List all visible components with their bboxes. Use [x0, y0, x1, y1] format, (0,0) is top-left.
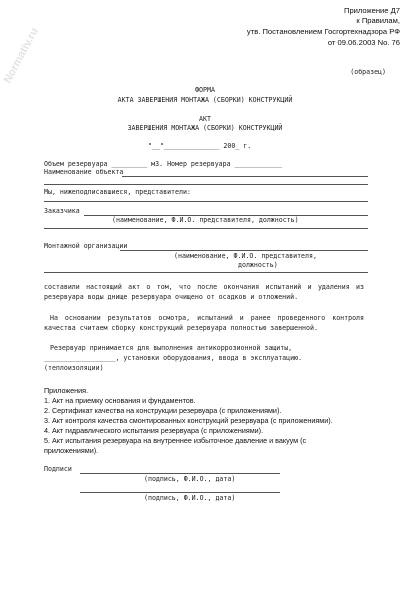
header-date: от 09.06.2003 No. 76 [327, 38, 400, 47]
appendix-title: Приложения. [44, 386, 89, 395]
installer-hint-1: (наименование, Ф.И.О. представителя, [174, 252, 317, 260]
body-paragraph-3c: (теплоизоляции) [44, 364, 104, 372]
object-name-line-2 [44, 184, 368, 185]
body-paragraph-1: составили настоящий акт о том, что после окончания испытаний и удаления из резервуара воды днище резервуара очищено от осадков и отложений. [44, 283, 364, 301]
signature-hint-1: (подпись, Ф.И.О., дата) [144, 475, 236, 483]
appendix-item-2: 2. Сертификат качества на конструкции резервуара (с приложениями). [44, 406, 282, 415]
appendix-item-5: 5. Акт испытания резервуара на внутреннее избыточное давление и вакуум (с [44, 436, 307, 445]
installer-label: Монтажной организации [44, 242, 128, 250]
appendix-item-4: 4. Акт гидравлического испытания резервуара (с приложениями). [44, 426, 264, 435]
svg-text:Normativ.ru: Normativ.ru [1, 25, 41, 86]
installer-line-2 [44, 272, 368, 273]
object-name-label: Наименование объекта [44, 168, 124, 176]
appendix-item-1: 1. Акт на приемку основания и фундаментов. [44, 396, 196, 405]
customer-label: Заказчика [44, 207, 80, 215]
signature-line-1 [80, 473, 280, 474]
representatives-line [44, 201, 368, 202]
representatives-label: Мы, нижеподписавшиеся, представители: [44, 188, 191, 196]
installer-hint-2: должность) [238, 261, 278, 269]
customer-hint: (наименование, Ф.И.О. представителя, должность) [112, 216, 299, 224]
object-name-line [122, 176, 368, 177]
appendix-item-3: 3. Акт контроля качества смонтированных конструкций резервуара (с приложениями). [44, 416, 333, 425]
signature-hint-2: (подпись, Ф.И.О., дата) [144, 494, 236, 502]
header-approved: утв. Постановлением Госгортехнадзора РФ [246, 27, 400, 36]
body-paragraph-3b: __________________, установки оборудования, ввода в эксплуатацию. [44, 354, 303, 362]
form-title: ФОРМА [195, 86, 215, 94]
customer-line-2 [44, 228, 368, 229]
form-subtitle: АКТА ЗАВЕРШЕНИЯ МОНТАЖА (СБОРКИ) КОНСТРУКЦИЙ [117, 96, 293, 104]
signature-line-2 [80, 492, 280, 493]
tank-volume-field: Объем резервуара _________ м3. Номер резервуара ____________ [44, 160, 283, 168]
sample-label: (образец) [350, 68, 386, 76]
watermark-logo [0, 6, 52, 98]
installer-line [120, 250, 368, 251]
header-rules: к Правилам, [356, 16, 400, 25]
body-paragraph-2: На основании результатов осмотра, испытаний и ранее проведенного контроля качества считаем сборку конструкций резервуара полностью завершенной. [44, 314, 364, 332]
act-subtitle: ЗАВЕРШЕНИЯ МОНТАЖА (СБОРКИ) КОНСТРУКЦИЙ [127, 124, 283, 132]
act-date: "__"______________ 200_ г. [148, 142, 252, 150]
signatures-label: Подписи [44, 465, 72, 473]
act-title: АКТ [199, 115, 211, 123]
appendix-item-5-cont: приложениями). [44, 446, 99, 455]
header-appendix: Приложение Д7 [343, 6, 400, 15]
body-paragraph-3a: Резервуар принимается для выполнения антикоррозионной защиты, [50, 344, 293, 352]
